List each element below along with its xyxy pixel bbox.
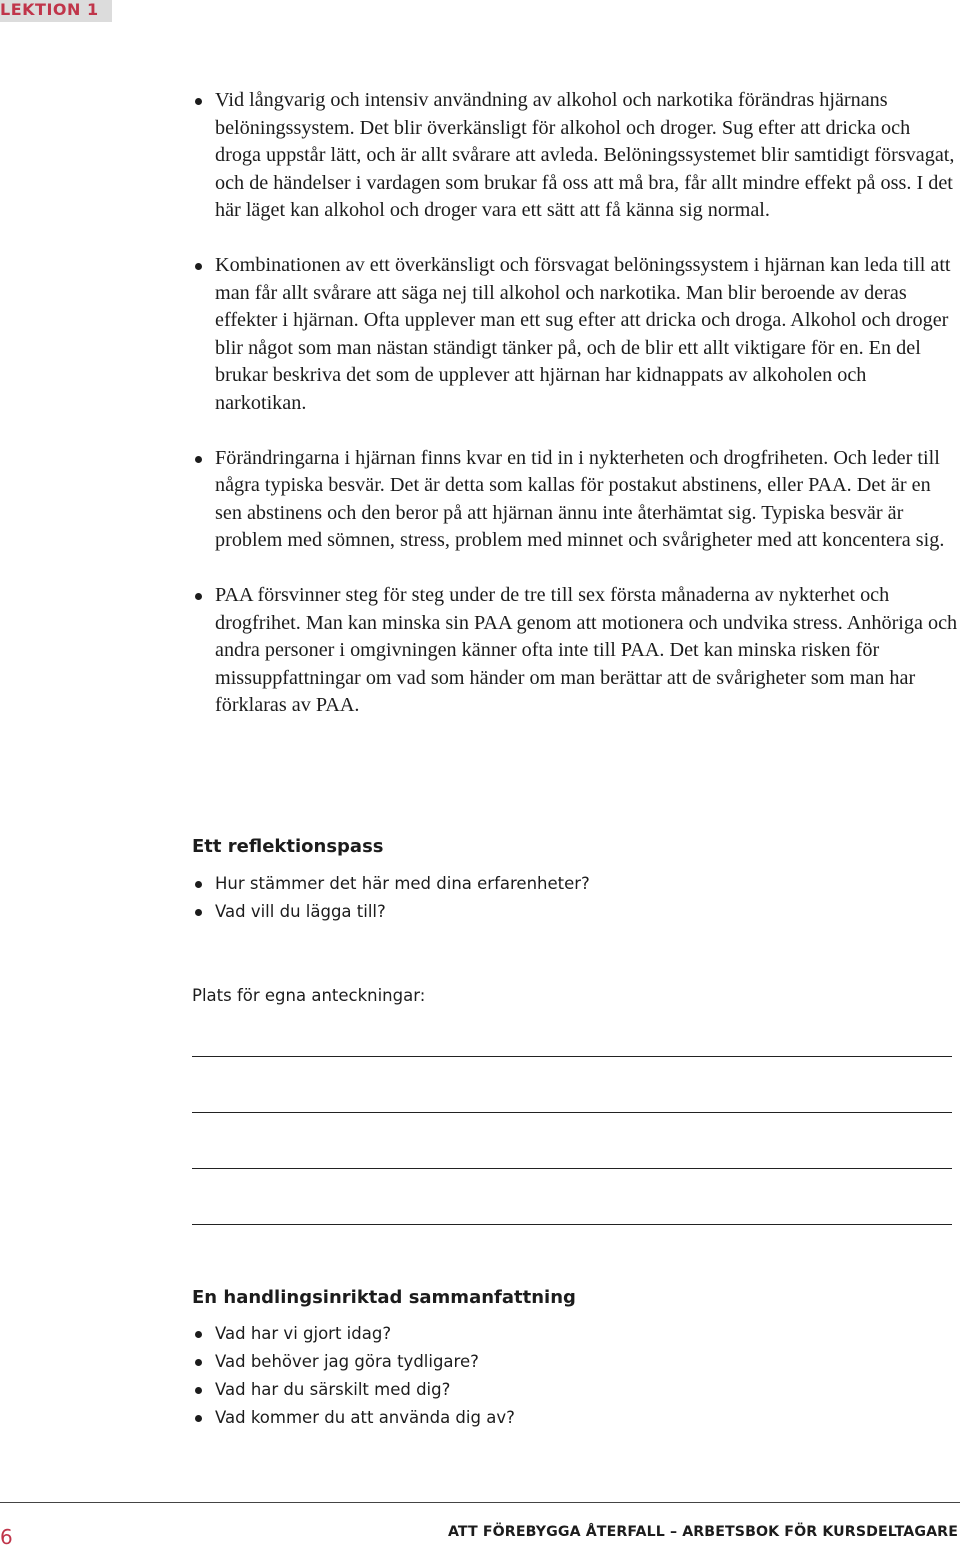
book-title: ATT FÖREBYGGA ÅTERFALL – ARBETSBOK FÖR KURSDELTAGARE bbox=[447, 1524, 958, 1540]
bullet-icon bbox=[195, 881, 202, 888]
list-item-text: Vid långvarig och intensiv användning av alkohol och narkotika förändras hjärnans belöningssystem. Det blir överkänsligt för alkohol och droger. Sug efter att dricka och droga uppstår lätt, och är allt svårare att avleda. Belöningssystemet blir samtidigt försvagat, och de händelser i vardagen som brukar få oss att må bra, får allt mindre effekt på oss. I det här läget kan alkohol och droger vara ett sätt att få känna sig normal. bbox=[215, 89, 955, 222]
list-item bbox=[192, 582, 960, 720]
note-line[interactable] bbox=[192, 1112, 952, 1113]
reflection-title: Ett reflektionspass bbox=[192, 836, 384, 857]
bullet-icon bbox=[195, 593, 202, 600]
footer-divider bbox=[0, 1502, 960, 1503]
list-item bbox=[192, 1320, 515, 1348]
list-item bbox=[192, 445, 960, 555]
bullet-icon bbox=[195, 263, 202, 270]
bullet-icon bbox=[195, 1359, 202, 1366]
page-number: 6 bbox=[0, 1525, 13, 1549]
list-item-text: Vad vill du lägga till? bbox=[215, 902, 386, 921]
list-item-text: PAA försvinner steg för steg under de tre till sex första månaderna av nykterhet och drogfrihet. Man kan minska sin PAA genom att motionera och undvika stress. Anhöriga och andra personer i omgivningen känner ofta inte till PAA. Det kan minska risken för missuppfattningar om vad som händer om man berättar att de svårigheter som man har förklaras av PAA. bbox=[215, 583, 958, 717]
list-item bbox=[192, 898, 590, 926]
list-item-text: Vad behöver jag göra tydligare? bbox=[215, 1352, 479, 1371]
bullet-icon bbox=[195, 1387, 202, 1394]
note-line[interactable] bbox=[192, 1224, 952, 1225]
list-item bbox=[192, 1376, 515, 1404]
bullet-icon bbox=[195, 456, 202, 463]
list-item bbox=[192, 87, 960, 225]
list-item-text: Vad har du särskilt med dig? bbox=[215, 1380, 451, 1399]
bullet-icon bbox=[195, 1415, 202, 1422]
list-item-text: Vad har vi gjort idag? bbox=[215, 1324, 392, 1343]
list-item bbox=[192, 252, 960, 418]
list-item-text: Kombinationen av ett överkänsligt och försvagat belöningssystem i hjärnan kan leda till att man får allt svårare att säga nej till alkohol och narkotika. Man blir beroende av deras effekter i hjärnan. Ofta upplever man ett sug efter att dricka och droga. Alkohol och droger blir något som man nästan ständigt tänker på, och de blir ett allt viktigare för en. En del brukar beskriva det som de upplever att hjärnan har kidnappats av alkoholen och narkotikan. bbox=[215, 253, 951, 414]
body-bullet-list bbox=[192, 87, 960, 747]
note-line[interactable] bbox=[192, 1168, 952, 1169]
list-item-text: Förändringarna i hjärnan finns kvar en tid in i nykterheten och drogfriheten. Och leder till några typiska besvär. Det är detta som kallas för postakut abstinens, eller PAA. Det är en sen abstinens och den beror på att hjärnan ännu inte återhämtat sig. Typiska besvär är problem med sömnen, stress, problem med minnet och svårigheter med att koncentera sig. bbox=[215, 446, 945, 552]
bullet-icon bbox=[195, 98, 202, 105]
summary-question-list bbox=[192, 1320, 515, 1432]
bullet-icon bbox=[195, 1331, 202, 1338]
list-item-text: Vad kommer du att använda dig av? bbox=[215, 1408, 515, 1427]
list-item-text: Hur stämmer det här med dina erfarenheter? bbox=[215, 874, 590, 893]
list-item bbox=[192, 1348, 515, 1376]
summary-title: En handlingsinriktad sammanfattning bbox=[192, 1287, 576, 1308]
lesson-label: LEKTION 1 bbox=[0, 0, 112, 22]
reflection-question-list bbox=[192, 870, 590, 926]
list-item bbox=[192, 870, 590, 898]
notes-label: Plats för egna anteckningar: bbox=[192, 986, 426, 1005]
note-line[interactable] bbox=[192, 1056, 952, 1057]
list-item bbox=[192, 1404, 515, 1432]
bullet-icon bbox=[195, 909, 202, 916]
